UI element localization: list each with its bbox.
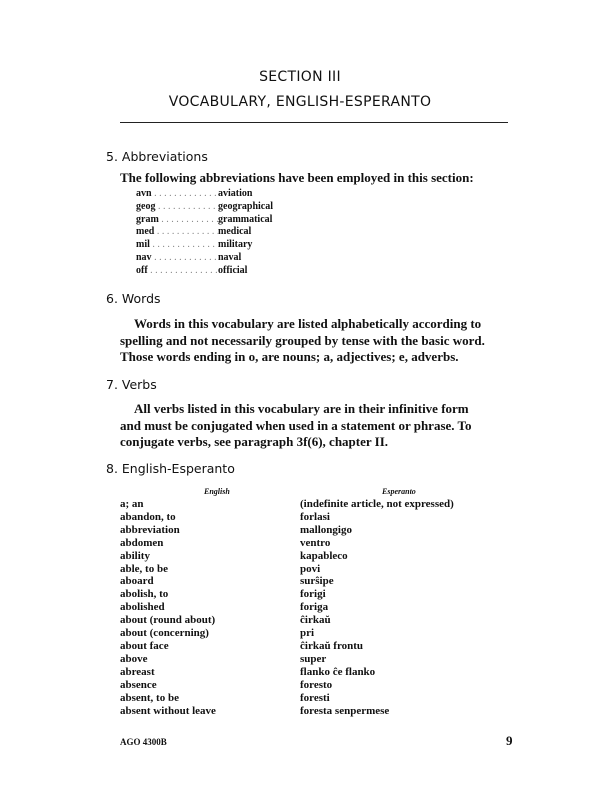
abbreviation-meaning: naval	[218, 251, 242, 263]
abbreviation: nav . . .	[136, 252, 218, 265]
vocabulary-row	[120, 575, 454, 588]
abbreviation: med . . .	[136, 226, 218, 239]
esperanto-term: surŝipe	[300, 575, 334, 588]
section-subtitle: VOCABULARY, ENGLISH-ESPERANTO	[168, 94, 432, 110]
english-term: above	[120, 652, 148, 665]
esperanto-term: ĉirkaŭ frontu	[300, 639, 364, 652]
abbreviation-row	[136, 214, 273, 227]
vocabulary-row	[120, 537, 454, 550]
esperanto-term: forigi	[300, 588, 326, 601]
abbreviation: gram . . .	[136, 214, 218, 227]
abbreviation: off . . .	[136, 265, 218, 278]
vocabulary-row	[120, 679, 454, 692]
vocabulary-row	[120, 601, 454, 614]
esperanto-term: foresti	[300, 691, 330, 704]
english-term: abreast	[120, 665, 155, 678]
abbreviation-meaning: official	[218, 264, 248, 276]
heading-english-esperanto: 8. English-Esperanto	[106, 461, 235, 476]
esperanto-term: foresta senpermese	[300, 704, 390, 717]
section-title: SECTION III	[259, 69, 341, 85]
english-term: ability	[120, 549, 150, 562]
vocabulary-row	[120, 640, 454, 653]
text-line: Those words ending in o, are nouns; a, adjectives; e, adverbs.	[120, 349, 459, 364]
english-term: about (concerning)	[120, 627, 209, 640]
esperanto-term: pri	[300, 627, 315, 640]
text-line: conjugate verbs, see paragraph 3f(6), chapter II.	[120, 434, 389, 449]
vocabulary-row	[120, 692, 454, 705]
english-term: aboard	[120, 575, 154, 588]
vocabulary-row	[120, 653, 454, 666]
esperanto-term: flanko ĉe flanko	[300, 665, 376, 678]
abbreviation-row	[136, 188, 273, 201]
vocabulary-row	[120, 627, 454, 640]
column-header-english: English	[204, 487, 230, 496]
vocabulary-row	[120, 666, 454, 679]
english-term: abandon, to	[120, 510, 176, 523]
vocabulary-row	[120, 705, 454, 718]
heading-words: 6. Words	[106, 291, 161, 306]
divider	[120, 122, 508, 123]
english-term: about (round about)	[120, 614, 216, 627]
heading-verbs: 7. Verbs	[106, 377, 157, 392]
abbreviation-meaning: military	[218, 239, 253, 251]
esperanto-term: foriga	[300, 601, 329, 614]
vocabulary-row	[120, 563, 454, 576]
text-line: All verbs listed in this vocabulary are in their infinitive form	[134, 401, 469, 416]
vocabulary-list	[120, 498, 454, 717]
english-term: able, to be	[120, 562, 168, 575]
abbreviations-intro: The following abbreviations have been employed in this section:	[120, 170, 474, 185]
verbs-paragraph	[120, 401, 512, 451]
abbreviation: mil . . .	[136, 239, 218, 252]
abbreviation-row	[136, 201, 273, 214]
english-term: absence	[120, 678, 157, 691]
abbreviation: geog . . .	[136, 201, 218, 214]
column-header-esperanto: Esperanto	[382, 487, 416, 496]
text-line: Words in this vocabulary are listed alphabetically according to	[134, 316, 482, 331]
esperanto-term: povi	[300, 562, 321, 575]
english-term: abbreviation	[120, 523, 180, 536]
abbreviation-row	[136, 252, 273, 265]
text-line: spelling and not necessarily grouped by tense with the basic word.	[120, 332, 485, 348]
footer-code: AGO 4300B	[120, 737, 167, 747]
abbreviation-row	[136, 265, 273, 278]
english-term: absent, to be	[120, 691, 179, 704]
esperanto-term: super	[300, 652, 327, 665]
vocabulary-row	[120, 498, 454, 511]
esperanto-term: forlasi	[300, 510, 330, 523]
abbreviation-meaning: grammatical	[218, 213, 273, 225]
vocabulary-row	[120, 550, 454, 563]
esperanto-term: foresto	[300, 678, 333, 691]
abbreviation: avn . . .	[136, 188, 218, 201]
abbreviation-list	[136, 188, 273, 278]
esperanto-term: ventro	[300, 536, 331, 549]
vocabulary-row	[120, 524, 454, 537]
words-paragraph	[120, 316, 512, 366]
vocabulary-row	[120, 511, 454, 524]
english-term: abdomen	[120, 536, 164, 549]
page-number: 9	[506, 733, 513, 748]
vocabulary-row	[120, 614, 454, 627]
esperanto-term: ĉirkaŭ	[300, 614, 331, 627]
text-line: and must be conjugated when used in a statement or phrase. To	[120, 417, 472, 433]
esperanto-term: mallongigo	[300, 523, 352, 536]
esperanto-term: kapableco	[300, 549, 348, 562]
heading-abbreviations: 5. Abbreviations	[106, 149, 208, 164]
abbreviation-row	[136, 226, 273, 239]
esperanto-term: (indefinite article, not expressed)	[300, 498, 454, 510]
abbreviation-meaning: geographical	[218, 200, 273, 212]
english-term: absent without leave	[120, 704, 216, 717]
abbreviation-meaning: aviation	[218, 188, 253, 199]
english-term: abolish, to	[120, 588, 169, 601]
abbreviation-meaning: medical	[218, 226, 252, 238]
abbreviation-row	[136, 239, 273, 252]
english-term: about face	[120, 639, 169, 652]
english-term: abolished	[120, 601, 165, 614]
english-term: a; an	[120, 498, 144, 510]
vocabulary-row	[120, 588, 454, 601]
